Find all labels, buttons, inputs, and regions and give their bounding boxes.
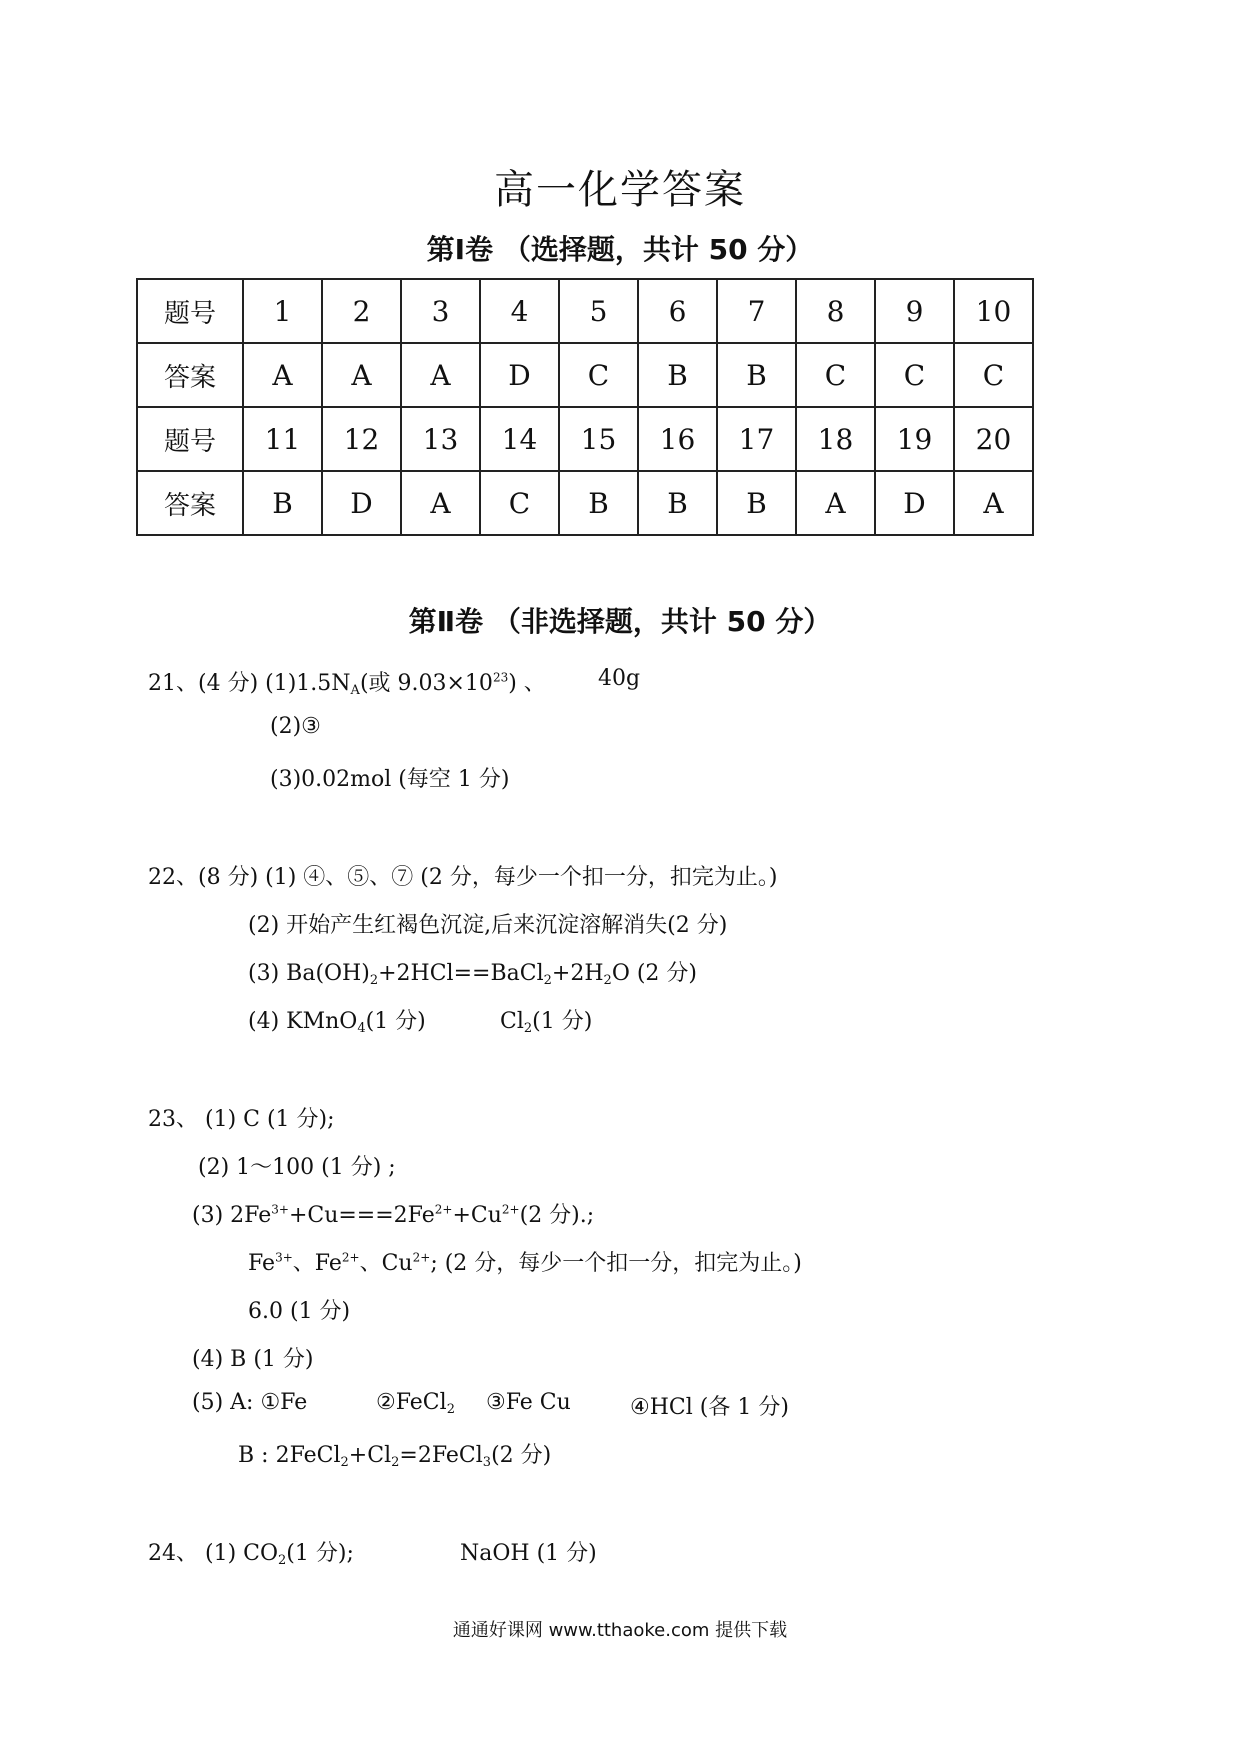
question-number: 19 bbox=[875, 407, 954, 471]
subscript: 2 bbox=[369, 973, 379, 988]
table-label-answer: 答案 bbox=[137, 343, 243, 407]
q23-line-2: (2) 1～100 (1 分) ; bbox=[198, 1155, 396, 1180]
q23-line-7b bbox=[376, 1390, 455, 1415]
question-number: 18 bbox=[796, 407, 875, 471]
question-number: 4 bbox=[480, 279, 559, 343]
q23-text: +Cl bbox=[348, 1443, 392, 1468]
answer-cell: A bbox=[796, 471, 875, 535]
q23-line-7d: ④HCl (各 1 分) bbox=[630, 1395, 789, 1420]
section-2-title: 第Ⅱ卷 （非选择题，共计 50 分） bbox=[408, 605, 832, 638]
answer-cell: A bbox=[401, 471, 480, 535]
answer-cell: A bbox=[243, 343, 322, 407]
question-number: 15 bbox=[559, 407, 638, 471]
table-label-question: 题号 bbox=[137, 279, 243, 343]
subscript: 2 bbox=[278, 1553, 287, 1568]
question-number: 1 bbox=[243, 279, 322, 343]
subscript: 2 bbox=[543, 973, 552, 988]
question-number: 12 bbox=[322, 407, 401, 471]
q23-line-8 bbox=[238, 1438, 551, 1469]
superscript: 3+ bbox=[271, 1202, 289, 1217]
q23-text: 、Cu bbox=[359, 1251, 413, 1276]
answer-table bbox=[136, 278, 1034, 536]
table-label-question: 题号 bbox=[137, 407, 243, 471]
q23-text: ; (2 分，每少一个扣一分，扣完为止。) bbox=[430, 1251, 802, 1276]
table-row bbox=[137, 471, 1033, 535]
table-row bbox=[137, 343, 1033, 407]
q24-text: (1 分); bbox=[286, 1541, 354, 1566]
answer-cell: B bbox=[559, 471, 638, 535]
footer-source: 通通好课网 www.tthaoke.com 提供下载 bbox=[452, 1620, 788, 1641]
q21-line-1 bbox=[148, 666, 546, 697]
subscript: A bbox=[350, 683, 360, 698]
question-number: 11 bbox=[243, 407, 322, 471]
page-title: 高一化学答案 bbox=[494, 167, 746, 213]
table-row bbox=[137, 407, 1033, 471]
answer-cell: B bbox=[638, 471, 717, 535]
q22-text: (4) KMnO bbox=[248, 1009, 358, 1034]
q24-text: 24、 (1) CO bbox=[148, 1541, 279, 1566]
q24-line-1 bbox=[148, 1536, 354, 1567]
q23-text: 、Fe bbox=[292, 1251, 342, 1276]
q23-text: +Cu===2Fe bbox=[288, 1203, 435, 1228]
q21-text: 21、(4 分) (1)1.5N bbox=[148, 671, 351, 696]
q21-text: ) 、 bbox=[508, 671, 546, 696]
table-row bbox=[137, 279, 1033, 343]
answer-cell: A bbox=[954, 471, 1033, 535]
subscript: 2 bbox=[603, 973, 612, 988]
question-number: 17 bbox=[717, 407, 796, 471]
subscript: 4 bbox=[357, 1021, 366, 1036]
answer-cell: B bbox=[717, 471, 796, 535]
answer-cell: D bbox=[480, 343, 559, 407]
q23-text: ②FeCl bbox=[376, 1390, 447, 1415]
answer-cell: D bbox=[322, 471, 401, 535]
subscript: 2 bbox=[340, 1455, 349, 1470]
q23-line-5: 6.0 (1 分) bbox=[248, 1299, 351, 1324]
q23-text: Fe bbox=[248, 1251, 276, 1276]
answer-cell: C bbox=[796, 343, 875, 407]
q21-answer-mass: 40g bbox=[598, 666, 641, 691]
subscript: 2 bbox=[391, 1455, 400, 1470]
answer-cell: C bbox=[480, 471, 559, 535]
q23-text: (3) 2Fe bbox=[192, 1203, 272, 1228]
question-number: 13 bbox=[401, 407, 480, 471]
superscript: 23 bbox=[492, 670, 509, 685]
q22-text: Cl bbox=[500, 1009, 524, 1034]
superscript: 2+ bbox=[412, 1250, 431, 1265]
question-number: 9 bbox=[875, 279, 954, 343]
q22-text: +2HCl==BaCl bbox=[378, 961, 544, 986]
q22-text: (3) Ba(OH) bbox=[248, 961, 370, 986]
question-number: 16 bbox=[638, 407, 717, 471]
q21-text: (或 9.03×10 bbox=[359, 671, 493, 696]
answer-cell: C bbox=[875, 343, 954, 407]
q22-line-1: 22、(8 分) (1) ④、⑤、⑦ (2 分，每少一个扣一分，扣完为止。) bbox=[148, 865, 778, 890]
question-number: 5 bbox=[559, 279, 638, 343]
q21-line-2: (2)③ bbox=[270, 714, 321, 739]
superscript: 2+ bbox=[341, 1250, 360, 1265]
answer-cell: C bbox=[954, 343, 1033, 407]
question-number: 6 bbox=[638, 279, 717, 343]
question-number: 2 bbox=[322, 279, 401, 343]
answer-cell: A bbox=[401, 343, 480, 407]
q23-line-3 bbox=[192, 1198, 594, 1229]
q23-text: B : 2FeCl bbox=[238, 1443, 341, 1468]
answer-cell: D bbox=[875, 471, 954, 535]
table-label-answer: 答案 bbox=[137, 471, 243, 535]
question-number: 7 bbox=[717, 279, 796, 343]
answer-cell: A bbox=[322, 343, 401, 407]
superscript: 2+ bbox=[434, 1202, 453, 1217]
subscript: 2 bbox=[523, 1021, 533, 1036]
superscript: 2+ bbox=[501, 1202, 520, 1217]
q22-text: (1 分) bbox=[365, 1009, 426, 1034]
q23-line-6: (4) B (1 分) bbox=[192, 1347, 314, 1372]
question-number: 3 bbox=[401, 279, 480, 343]
q23-text: (2 分).; bbox=[519, 1203, 595, 1228]
question-number: 14 bbox=[480, 407, 559, 471]
subscript: 2 bbox=[446, 1402, 455, 1417]
q22-line-4a bbox=[248, 1004, 426, 1035]
answer-cell: C bbox=[559, 343, 638, 407]
q23-line-4 bbox=[248, 1246, 802, 1277]
section-1-title: 第Ⅰ卷 （选择题，共计 50 分） bbox=[426, 233, 814, 266]
q23-line-1: 23、 (1) C (1 分); bbox=[148, 1107, 335, 1132]
answer-cell: B bbox=[243, 471, 322, 535]
q21-line-3: (3)0.02mol (每空 1 分) bbox=[270, 767, 510, 792]
q23-text: +Cu bbox=[452, 1203, 502, 1228]
q23-text: =2FeCl bbox=[399, 1443, 483, 1468]
subscript: 3 bbox=[482, 1455, 492, 1470]
question-number: 20 bbox=[954, 407, 1033, 471]
q23-line-7c: ③Fe Cu bbox=[486, 1390, 571, 1415]
superscript: 3+ bbox=[275, 1250, 293, 1265]
question-number: 10 bbox=[954, 279, 1033, 343]
q23-text: (2 分) bbox=[491, 1443, 552, 1468]
q23-line-7a: (5) A: ①Fe bbox=[192, 1390, 308, 1415]
q22-text: (1 分) bbox=[532, 1009, 593, 1034]
q22-line-4b bbox=[500, 1004, 592, 1035]
q22-text: +2H bbox=[551, 961, 604, 986]
q22-text: O (2 分) bbox=[611, 961, 697, 986]
answer-cell: B bbox=[638, 343, 717, 407]
q24-answer-base: NaOH (1 分) bbox=[460, 1541, 597, 1566]
q22-line-2: (2) 开始产生红褐色沉淀,后来沉淀溶解消失(2 分) bbox=[248, 913, 728, 938]
question-number: 8 bbox=[796, 279, 875, 343]
answer-cell: B bbox=[717, 343, 796, 407]
q22-line-3 bbox=[248, 956, 697, 987]
